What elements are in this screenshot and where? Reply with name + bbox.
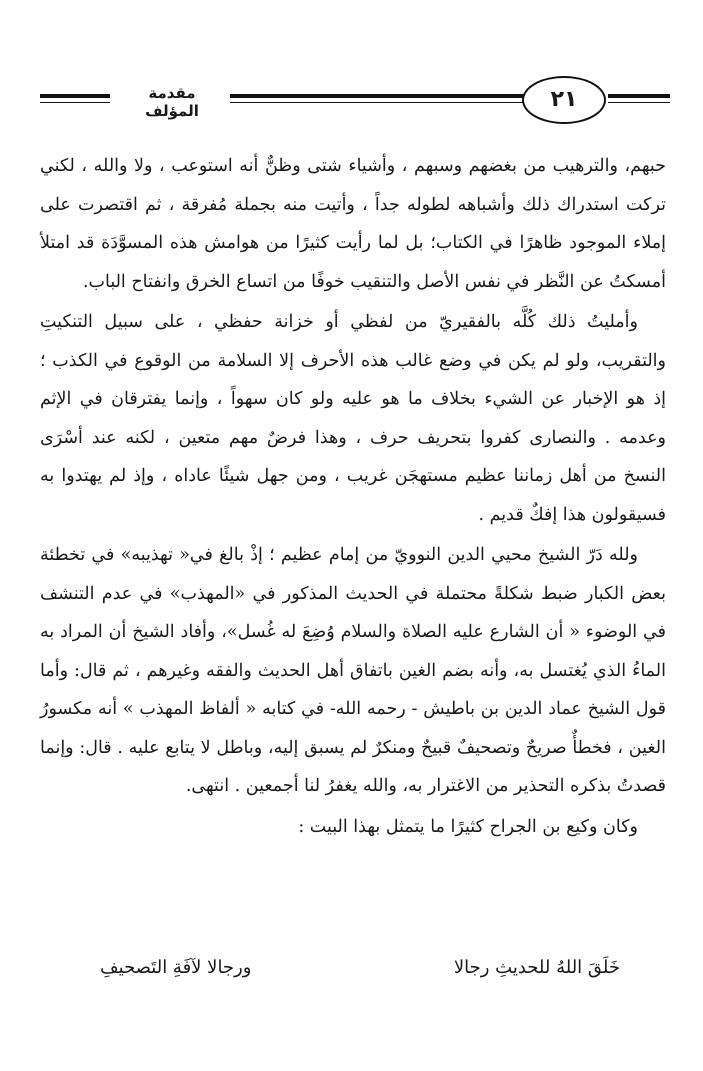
paragraph: حبهم، والترهيب من بغضهم وسبهم ، وأشياء شتى وظنٌّ أنه استوعب ، ولا والله ، لكني تركت استدراك ذلك وأشباهه لطوله جداً ، وأتيت منه بجملة مُفرقة ، ثم اقتصرت على إملاء الموجود ظاهرًا في الكتاب؛ بل لما رأيت كثيرًا من هوامش هذه المسوَّدَة قد امتلأ أمسكتُ عن النَّظر في نفس الأصل والتنقيب خوفًا من اتساع الخرق وانفتاح الباب. (40, 156, 666, 292)
paragraph: وكان وكيع بن الجراح كثيرًا ما يتمثل بهذا البيت : (298, 816, 638, 837)
page-header (40, 70, 670, 130)
header-rule-thick-right (608, 94, 670, 98)
body-text (40, 147, 666, 848)
header-rule-thin-left (40, 102, 110, 103)
poetry-verse (100, 957, 620, 978)
running-head: مقدمة المؤلف (145, 84, 199, 120)
header-rule-thick-middle (230, 94, 550, 98)
page-number: ٢١ (522, 76, 606, 124)
header-rule-thin-right (608, 102, 670, 103)
verse-second-hemistich: ورجالا لآفَةِ التَصحيفِ (100, 957, 252, 978)
header-rule-thick-left (40, 94, 110, 98)
verse-first-hemistich: خَلَقَ اللهُ للحديثِ رجالا (453, 957, 620, 978)
paragraph: ولله دَرّ الشيخ محيي الدين النوويّ من إمام عظيم ؛ إذْ بالغ في« تهذيبه» في تخطئة بعض الكبار ضبط شكلةً محتملة في الحديث المذكور في «المهذب» في عدم التنشف في الوضوء « أن الشارع عليه الصلاة والسلام وُضِعَ له غُسل»، وأفاد الشيخ أن المراد به الماءُ الذي يُغتسل به، وأنه بضم الغين باتفاق أهل الحديث والفقه وغيرهم ، ثم قال: وأما قول الشيخ عماد الدين بن باطيش - رحمه الله- في كتابه « ألفاظ المهذب » أنه مكسورُ الغين ، فخطأٌ صريحٌ وتصحيفٌ قبيحٌ ومنكرٌ لم يسبق إليه، وباطل لا يتابع عليه . قال: وإنما قصدتُ بذكره التحذير من الاغترار به، والله يغفرُ لنا أجمعين . انتهى. (40, 545, 666, 796)
paragraph: وأمليتُ ذلك كُلَّه بالفقيريّ من لفظي أو خزانة حفظي ، على سبيل التنكيتِ والتقريب، ولو لم يكن في وضع غالب هذه الأحرف إلا السلامة من الوقوع في الكذب ؛ إذ هو الإخبار عن الشيء بخلاف ما هو عليه ولو كان سهواً ، وإنما يفترقان في الإثم وعدمه . والنصارى كفروا بتحريف حرف ، وهذا فرضٌ مهم متعين ، لكنه عند أسْرَى النسخ من أهل زماننا عظيم مستهجَن غريب ، ومن جهل شيئًا عاداه ، وإذ لم يهتدوا به فسيقولون هذا إفكٌ قديم . (40, 312, 666, 525)
header-rule-thin-middle (230, 102, 550, 103)
